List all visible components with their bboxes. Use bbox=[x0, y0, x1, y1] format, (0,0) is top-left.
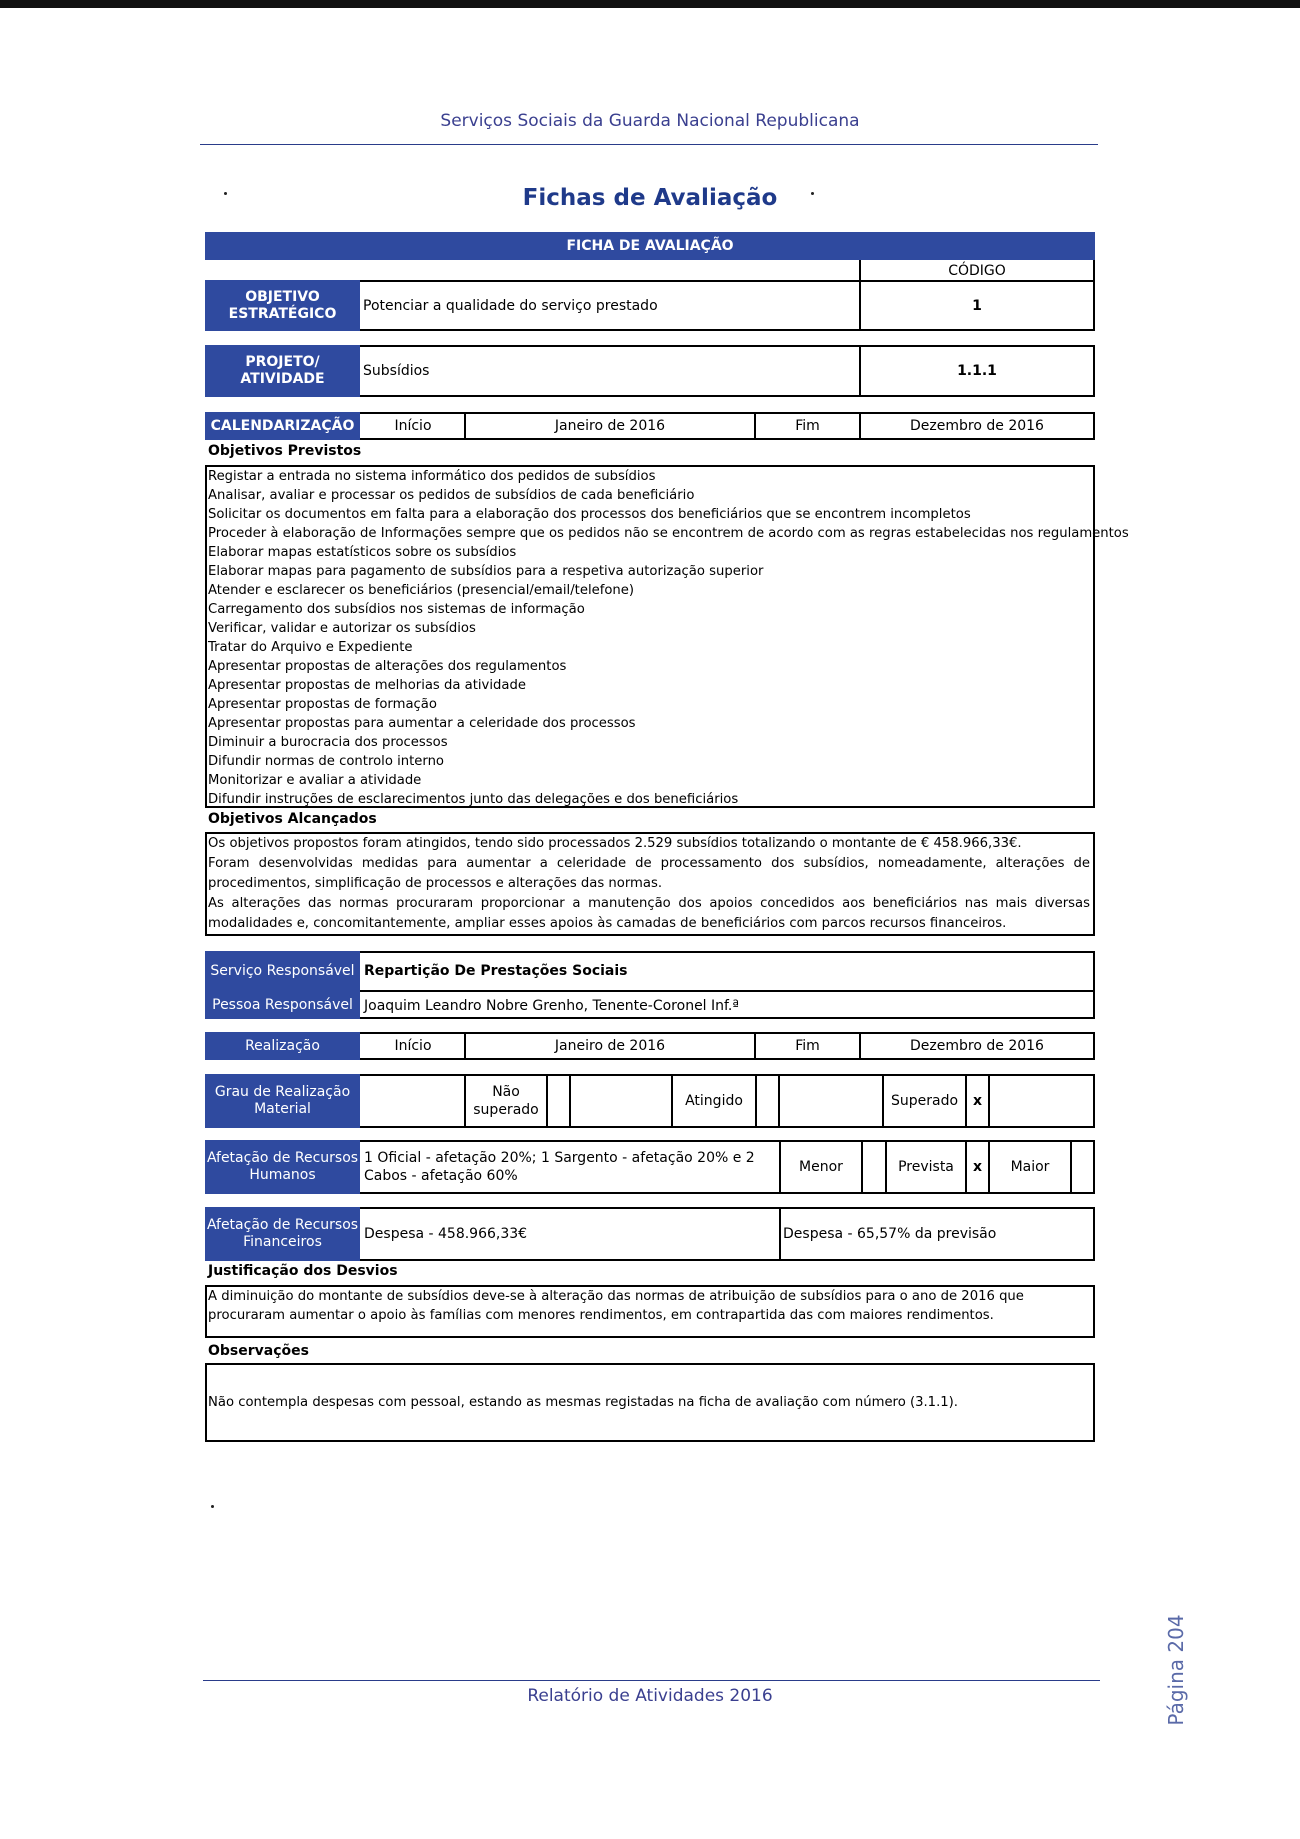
calendarizacao-inicio: Janeiro de 2016 bbox=[554, 418, 666, 434]
list-item: Elaborar mapas estatísticos sobre os subsídios bbox=[208, 545, 517, 560]
objetivos-previstos-label: Objetivos Previstos bbox=[208, 443, 362, 459]
justificacao-text: A diminuição do montante de subsídios deve-se à alteração das normas de atribuição de subsídios para o ano de 2016 que procuraram aumentar o apoio às famílias com menores rendimentos, em contrapartida das com maiores rendimentos. bbox=[208, 1289, 1024, 1323]
divider bbox=[1070, 1140, 1072, 1194]
rf-despesa: Despesa - 458.966,33€ bbox=[364, 1226, 528, 1242]
divider bbox=[779, 1207, 781, 1261]
projeto-value: Subsídios bbox=[363, 363, 430, 379]
paragraph: Os objetivos propostos foram atingidos, tendo sido processados 2.529 subsídios totalizando o montante de € 458.966,33€. bbox=[208, 836, 1022, 851]
calendarizacao-inicio-label: Início bbox=[394, 418, 432, 434]
footer-rule bbox=[203, 1680, 1100, 1681]
objetivos-alcancados-text bbox=[208, 834, 1090, 934]
list-item: Difundir normas de controlo interno bbox=[208, 754, 445, 769]
page-title: Fichas de Avaliação bbox=[522, 185, 778, 211]
paragraph: As alterações das normas procuraram proporcionar a manutenção dos apoios concedidos aos beneficiários nas mais diversas modalidades e, concomitantemente, ampliar esses apoios às camadas de beneficiários com parcos recursos financeiros. bbox=[208, 896, 1090, 931]
divider bbox=[988, 1074, 990, 1128]
projeto-label: PROJETO/ ATIVIDADE bbox=[205, 345, 360, 397]
rh-maior: Maior bbox=[1010, 1159, 1050, 1175]
servico-value: Repartição De Prestações Sociais bbox=[364, 962, 628, 979]
rh-prevista: Prevista bbox=[898, 1159, 954, 1175]
scan-speck bbox=[811, 192, 814, 195]
list-item: Carregamento dos subsídios nos sistemas de informação bbox=[208, 602, 585, 617]
list-item: Analisar, avaliar e processar os pedidos de subsídios de cada beneficiário bbox=[208, 488, 695, 503]
list-item: Registar a entrada no sistema informático dos pedidos de subsídios bbox=[208, 469, 656, 484]
rh-menor: Menor bbox=[799, 1159, 843, 1175]
list-item: Apresentar propostas de melhorias da atividade bbox=[208, 678, 526, 693]
paragraph: Foram desenvolvidas medidas para aumentar a celeridade de processamento dos subsídios, nomeadamente, alterações de procedimentos, simplificação de processos e alterações das normas. bbox=[208, 856, 1090, 891]
objetivo-label: OBJETIVO ESTRATÉGICO bbox=[205, 280, 360, 331]
header-organization: Serviços Sociais da Guarda Nacional Republicana bbox=[440, 111, 860, 131]
realizacao-inicio: Janeiro de 2016 bbox=[554, 1038, 666, 1054]
grau-label: Grau de Realização Material bbox=[205, 1074, 360, 1128]
realizacao-fim: Dezembro de 2016 bbox=[910, 1038, 1044, 1054]
realizacao-label: Realização bbox=[205, 1032, 360, 1060]
rf-previsao: Despesa - 65,57% da previsão bbox=[783, 1226, 997, 1242]
list-item: Verificar, validar e autorizar os subsídios bbox=[208, 621, 476, 636]
list-item: Solicitar os documentos em falta para a elaboração dos processos dos beneficiários que se encontrem incompletos bbox=[208, 507, 971, 522]
realizacao-inicio-label: Início bbox=[394, 1038, 432, 1054]
list-item: Tratar do Arquivo e Expediente bbox=[208, 640, 413, 655]
list-item: Apresentar propostas de formação bbox=[208, 697, 437, 712]
footer-report-title: Relatório de Atividades 2016 bbox=[527, 1686, 773, 1706]
grau-atingido: Atingido bbox=[685, 1093, 743, 1109]
list-item: Atender e esclarecer os beneficiários (presencial/email/telefone) bbox=[208, 583, 635, 598]
scan-speck bbox=[224, 192, 227, 195]
justificacao-label: Justificação dos Desvios bbox=[208, 1263, 398, 1279]
divider bbox=[755, 1074, 757, 1128]
grau-superado: Superado bbox=[890, 1093, 959, 1109]
divider bbox=[861, 1140, 863, 1194]
rf-label: Afetação de Recursos Financeiros bbox=[205, 1207, 360, 1261]
list-item: Difundir instruções de esclarecimentos junto das delegações e dos beneficiários bbox=[208, 792, 739, 807]
objetivo-code: 1 bbox=[972, 297, 982, 314]
rh-label: Afetação de Recursos Humanos bbox=[205, 1140, 360, 1194]
grau-nao-superado: Não superado bbox=[473, 1084, 539, 1118]
list-item: Apresentar propostas de alterações dos regulamentos bbox=[208, 659, 567, 674]
grau-superado-mark: x bbox=[972, 1093, 983, 1109]
list-item: Diminuir a burocracia dos processos bbox=[208, 735, 448, 750]
divider bbox=[546, 1074, 548, 1128]
servico-label: Serviço Responsável bbox=[205, 951, 360, 991]
codigo-label: CÓDIGO bbox=[948, 263, 1006, 279]
list-item: Apresentar propostas para aumentar a celeridade dos processos bbox=[208, 716, 636, 731]
objetivos-alcancados-label: Objetivos Alcançados bbox=[208, 811, 377, 827]
observacoes-text: Não contempla despesas com pessoal, estando as mesmas registadas na ficha de avaliação com número (3.1.1). bbox=[208, 1394, 958, 1410]
list-item: Monitorizar e avaliar a atividade bbox=[208, 773, 422, 788]
list-item: Elaborar mapas para pagamento de subsídios para a respetiva autorização superior bbox=[208, 564, 764, 579]
rh-prevista-mark: x bbox=[972, 1159, 983, 1175]
list-item: Proceder à elaboração de Informações sempre que os pedidos não se encontrem de acordo com as regras estabelecidas nos regulamentos bbox=[208, 526, 1129, 541]
realizacao-fim-label: Fim bbox=[795, 1038, 820, 1054]
form-banner: FICHA DE AVALIAÇÃO bbox=[205, 232, 1095, 260]
observacoes-label: Observações bbox=[208, 1343, 309, 1359]
pessoa-label: Pessoa Responsável bbox=[205, 991, 360, 1019]
calendarizacao-fim: Dezembro de 2016 bbox=[910, 418, 1044, 434]
page-number bbox=[1156, 1600, 1196, 1740]
scan-top-edge bbox=[0, 0, 1300, 8]
scan-speck bbox=[211, 1505, 214, 1508]
objetivos-previstos-list bbox=[208, 467, 1129, 809]
projeto-code: 1.1.1 bbox=[957, 363, 997, 379]
rh-value: 1 Oficial - afetação 20%; 1 Sargento - afetação 20% e 2 Cabos - afetação 60% bbox=[364, 1150, 755, 1184]
divider bbox=[569, 1074, 571, 1128]
calendarizacao-label: CALENDARIZAÇÃO bbox=[205, 412, 360, 440]
objetivo-value: Potenciar a qualidade do serviço prestado bbox=[363, 297, 658, 314]
pessoa-value: Joaquim Leandro Nobre Grenho, Tenente-Coronel Inf.ª bbox=[364, 997, 739, 1014]
header-rule bbox=[200, 144, 1098, 145]
calendarizacao-fim-label: Fim bbox=[795, 418, 820, 434]
divider bbox=[778, 1074, 780, 1128]
page-number-text: Página 204 bbox=[1164, 1614, 1188, 1726]
